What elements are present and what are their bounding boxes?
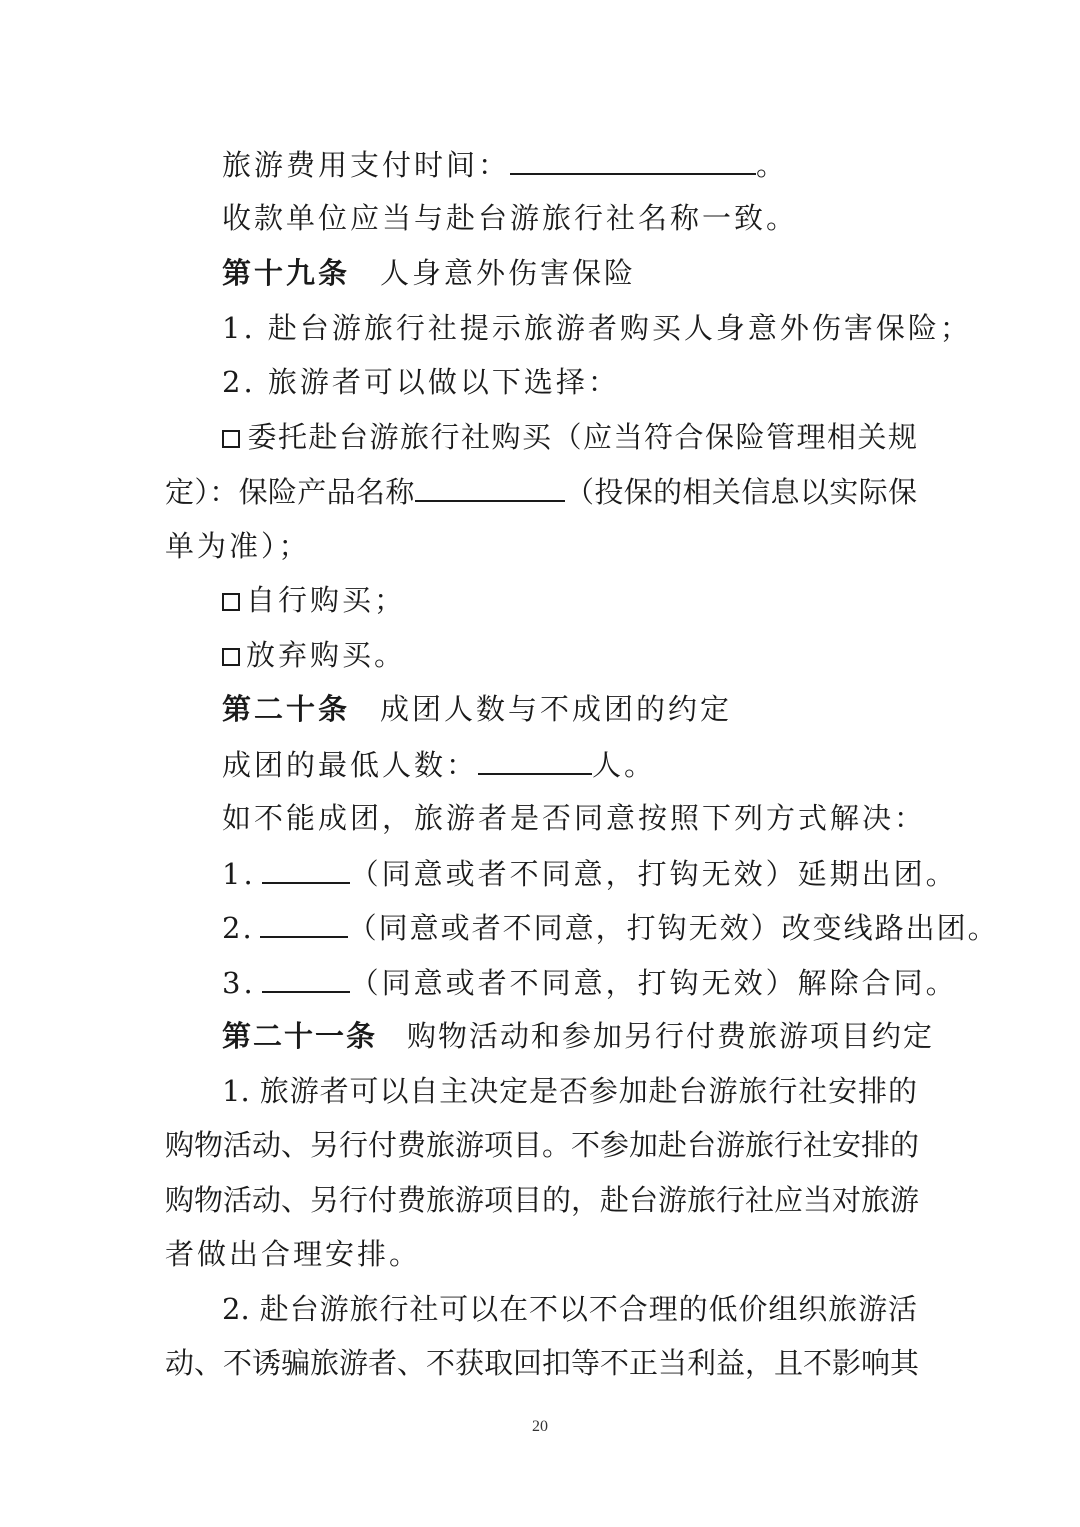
choice-3-blank[interactable] bbox=[262, 964, 350, 993]
choice-2 bbox=[222, 909, 999, 945]
article-20-number: 第二十条 bbox=[222, 692, 351, 726]
min-group-label: 成团的最低人数： bbox=[222, 748, 479, 782]
checkbox-entrust-icon[interactable] bbox=[222, 430, 240, 448]
article-19-number: 第十九条 bbox=[222, 256, 351, 290]
checkbox-waive-icon[interactable] bbox=[222, 648, 240, 666]
insurance-product-blank[interactable] bbox=[415, 473, 565, 502]
choice-2-blank[interactable] bbox=[260, 909, 348, 938]
choice-1-text: （同意或者不同意，打钩无效）延期出团。 bbox=[349, 857, 958, 891]
insurance-option-self bbox=[222, 582, 917, 618]
insurance-option-waive bbox=[222, 637, 917, 673]
insurance-product-line bbox=[165, 473, 917, 509]
min-group-unit: 人。 bbox=[592, 748, 657, 782]
checkbox-self-icon[interactable] bbox=[222, 593, 240, 611]
article-19-item-2: 2. 旅游者可以做以下选择： bbox=[222, 365, 620, 399]
payment-time-blank[interactable] bbox=[510, 146, 756, 175]
choice-1-blank[interactable] bbox=[262, 855, 350, 884]
article-20-title: 成团人数与不成团的约定 bbox=[380, 692, 733, 726]
article-21-p1-line1: 1. 旅游者可以自主决定是否参加赴台游旅行社安排的 bbox=[222, 1074, 917, 1108]
choice-1-number: 1. bbox=[222, 857, 256, 891]
min-group-line bbox=[222, 746, 917, 782]
choice-2-text: （同意或者不同意，打钩无效）改变线路出团。 bbox=[347, 911, 999, 945]
article-21-title: 购物活动和参加另行付费旅游项目约定 bbox=[407, 1019, 935, 1053]
insurance-product-note: （投保的相关信息以实际保 bbox=[564, 475, 917, 509]
choice-1 bbox=[222, 855, 958, 891]
insurance-option-entrust bbox=[222, 419, 917, 455]
choice-2-number: 2. bbox=[222, 911, 254, 945]
choice-3 bbox=[222, 964, 958, 1000]
min-group-blank[interactable] bbox=[478, 746, 592, 775]
payment-time-end: 。 bbox=[756, 148, 789, 182]
article-21-number: 第二十一条 bbox=[222, 1019, 378, 1053]
article-19-item-1: 1. 赴台游旅行社提示旅游者购买人身意外伤害保险； bbox=[222, 311, 972, 345]
payee-note: 收款单位应当与赴台游旅行社名称一致。 bbox=[222, 201, 799, 235]
group-fail-question: 如不能成团，旅游者是否同意按照下列方式解决： bbox=[222, 801, 927, 835]
insurance-option-waive-text: 放弃购买。 bbox=[246, 638, 407, 672]
choice-3-text: （同意或者不同意，打钩无效）解除合同。 bbox=[349, 966, 958, 1000]
article-19-heading bbox=[222, 255, 917, 291]
article-21-p2-line1: 2. 赴台游旅行社可以在不以不合理的低价组织旅游活 bbox=[222, 1292, 917, 1326]
article-20-heading bbox=[222, 691, 917, 727]
article-21-p1-line4: 者做出合理安排。 bbox=[165, 1237, 422, 1271]
insurance-product-label: 定）：保险产品名称 bbox=[165, 475, 415, 509]
insurance-option-entrust-text: 委托赴台游旅行社购买（应当符合保险管理相关规 bbox=[246, 420, 917, 454]
payment-time-label: 旅游费用支付时间： bbox=[222, 148, 511, 182]
page-number: 20 bbox=[532, 1418, 548, 1435]
article-21-p1-line2: 购物活动、另行付费旅游项目。不参加赴台游旅行社安排的 bbox=[165, 1128, 920, 1162]
insurance-product-line-end: 单为准）； bbox=[165, 529, 311, 563]
article-19-title: 人身意外伤害保险 bbox=[380, 256, 637, 290]
payment-time-line bbox=[222, 146, 917, 182]
article-21-p2-line2: 动、不诱骗旅游者、不获取回扣等不正当利益，且不影响其 bbox=[165, 1346, 920, 1380]
article-21-p1-line3: 购物活动、另行付费旅游项目的，赴台游旅行社应当对旅游 bbox=[165, 1183, 920, 1217]
article-21-heading bbox=[222, 1018, 935, 1054]
insurance-option-self-text: 自行购买； bbox=[246, 583, 407, 617]
choice-3-number: 3. bbox=[222, 966, 256, 1000]
